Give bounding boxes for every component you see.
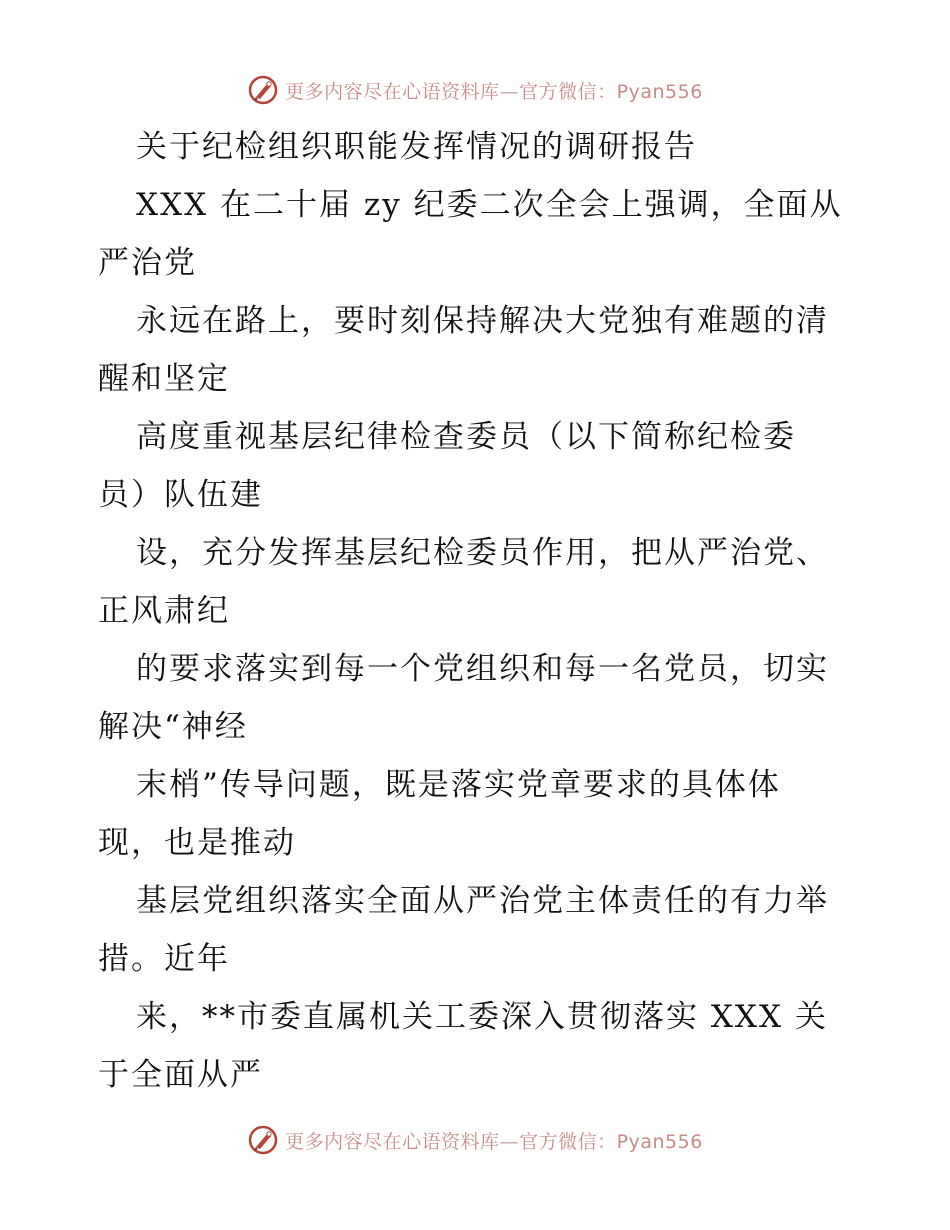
paragraph-line: 基层党组织落实全面从严治党主体责任的有力举 [136, 883, 829, 919]
pen-logo-icon [247, 74, 279, 106]
header-watermark [0, 70, 950, 110]
paragraph-line: 来，**市委直属机关工委深入贯彻落实 XXX 关 [136, 999, 828, 1035]
document-body [98, 118, 888, 1104]
paragraph-line: 设，充分发挥基层纪检委员作用，把从严治党、 [136, 535, 829, 571]
paragraph-line: XXX 在二十届 zy 纪委二次全会上强调，全面从 [136, 187, 843, 223]
document-title: 关于纪检组织职能发挥情况的调研报告 [136, 129, 697, 165]
paragraph-line: 永远在路上，要时刻保持解决大党独有难题的清 [136, 303, 829, 339]
footer-watermark [0, 1120, 950, 1160]
watermark-text: 更多内容尽在心语资料库—官方微信：Pyan556 [285, 1130, 703, 1153]
paragraph-line: 解决“神经 [98, 709, 248, 745]
paragraph-line: 措。近年 [98, 941, 230, 977]
paragraph-line: 员）队伍建 [98, 477, 263, 513]
paragraph-line: 醒和坚定 [98, 361, 230, 397]
paragraph-line: 末梢”传导问题，既是落实党章要求的具体体 [136, 767, 781, 803]
pen-logo-icon [247, 1124, 279, 1156]
paragraph-line: 现，也是推动 [98, 825, 296, 861]
paragraph-line: 于全面从严 [98, 1057, 263, 1093]
paragraph-line: 正风肃纪 [98, 593, 230, 629]
paragraph-line: 的要求落实到每一个党组织和每一名党员，切实 [136, 651, 829, 687]
watermark-text: 更多内容尽在心语资料库—官方微信：Pyan556 [285, 80, 703, 103]
paragraph-line: 高度重视基层纪律检查委员（以下简称纪检委 [136, 419, 796, 455]
paragraph-line: 严治党 [98, 245, 197, 281]
